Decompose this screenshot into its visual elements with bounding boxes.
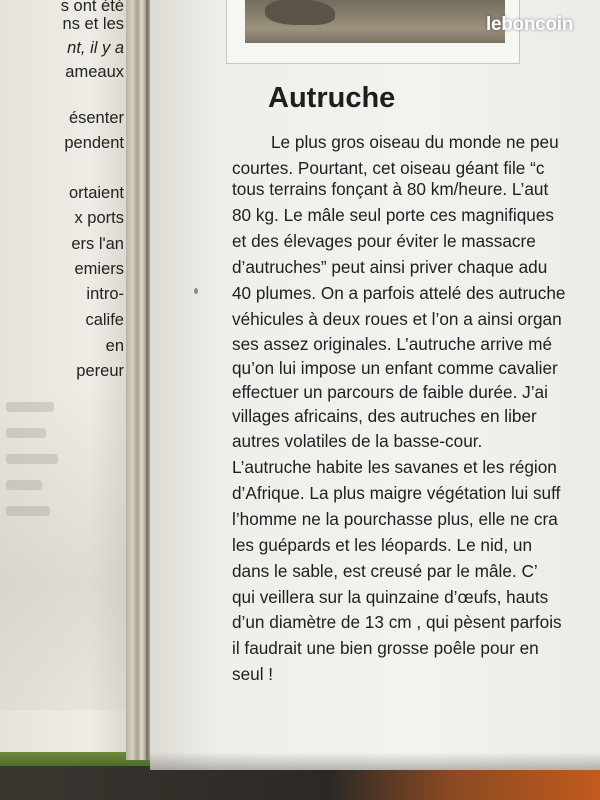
faded-text — [6, 454, 58, 464]
body-line: dans le sable, est creusé par le mâle. C’ — [232, 561, 538, 581]
body-line: villages africains, des autruches en liber — [232, 406, 537, 426]
body-line: il faudrait une bien grosse poêle pour en — [232, 638, 539, 658]
body-line: véhicules à deux roues et l’on a ainsi organ — [232, 309, 562, 329]
left-line: pendent — [64, 134, 124, 152]
left-line: intro- — [86, 285, 124, 303]
photo-image — [245, 0, 505, 43]
left-line: en — [105, 337, 124, 355]
page-mark — [194, 288, 198, 294]
faded-text — [6, 428, 46, 438]
body-line: qui veillera sur la quinzaine d’œufs, hauts — [232, 587, 549, 607]
faded-text — [6, 480, 42, 490]
left-line: ortaient — [68, 184, 124, 202]
body-line: qu’on lui impose un enfant comme cavalier — [232, 358, 558, 378]
faded-text — [6, 402, 54, 412]
body-line: ses assez originales. L’autruche arrive mé — [232, 334, 553, 354]
left-line: ésenter — [68, 109, 124, 127]
body-line: l’homme ne la pourchasse plus, elle ne cra — [232, 509, 558, 529]
body-line: les guépards et les léopards. Le nid, un — [232, 535, 533, 555]
left-line: ers l'an — [71, 235, 124, 253]
left-line: ameaux — [65, 63, 124, 81]
body-line: 40 plumes. On a parfois attelé des autruche — [232, 283, 566, 303]
left-line: ns et les — [62, 15, 124, 33]
body-line: Le plus gros oiseau du monde ne peu — [271, 132, 559, 152]
left-line: s ont été — [60, 0, 124, 15]
left-line: emiers — [74, 260, 124, 278]
body-line: seul ! — [232, 664, 274, 684]
left-line: x ports — [74, 209, 124, 227]
right-page — [150, 0, 600, 770]
body-line: autres volatiles de la basse-cour. — [232, 431, 483, 451]
page-bottom-shadow — [150, 752, 600, 770]
faded-text — [6, 506, 50, 516]
body-line: 80 kg. Le mâle seul porte ces magnifiques — [232, 205, 554, 225]
body-line: L’autruche habite les savanes et les région — [232, 457, 557, 477]
body-line: tous terrains fonçant à 80 km/heure. L’aut — [232, 179, 549, 199]
left-line: calife — [85, 311, 124, 329]
faded-printed-area — [0, 390, 128, 710]
left-page — [0, 0, 128, 752]
photo-frame — [226, 0, 520, 64]
photo-detail — [265, 0, 335, 25]
body-line: d’autruches” peut ainsi priver chaque adu — [232, 257, 548, 277]
left-line: nt, il y a — [67, 39, 124, 57]
body-line: d’un diamètre de 13 cm , qui pèsent parfois — [232, 612, 562, 632]
body-line: effectuer un parcours de faible durée. J’ai — [232, 382, 548, 402]
body-line: d’Afrique. La plus maigre végétation lui suff — [232, 483, 561, 503]
left-line: pereur — [76, 362, 124, 380]
watermark-logo: leboncoin — [486, 14, 574, 35]
body-line: et des élevages pour éviter le massacre — [232, 231, 536, 251]
page-title: Autruche — [268, 82, 396, 114]
body-line: courtes. Pourtant, cet oiseau géant file “c — [232, 158, 545, 178]
